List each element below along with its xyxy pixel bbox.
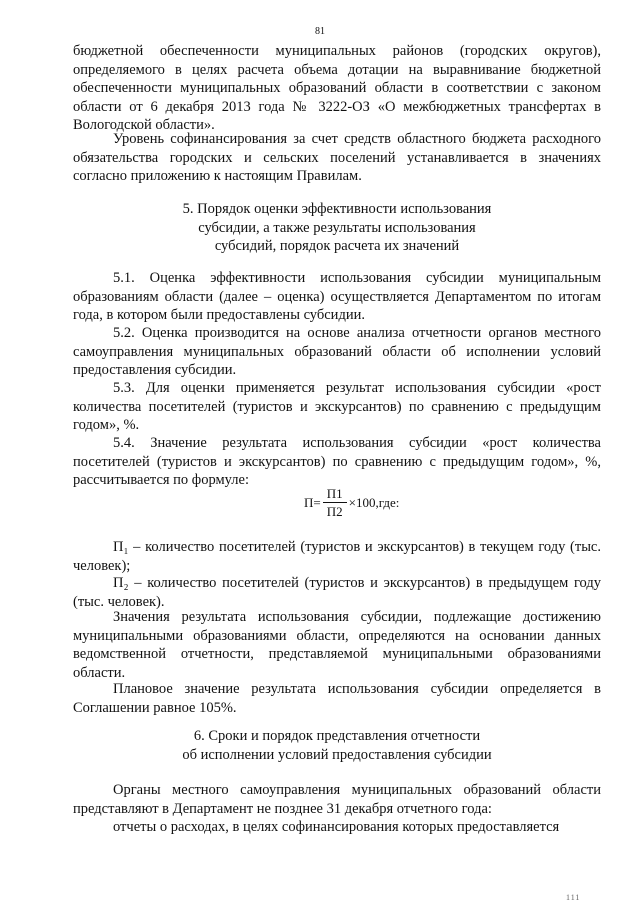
definition-p1: П₁ – количество посетителей (туристов и экскурсантов) в текущем году (тыс. человек); [73,539,601,574]
footer-mark: 111 [566,893,581,902]
cofinancing-level-paragraph: Уровень софинансирования за счет средств областного бюджета расходного обязательства городских и сельских поселений устанавливается в значениях согласно приложению к настоящим Правилам. [73,131,601,184]
section-5-heading-line: субсидий, порядок расчета их значений [214,238,460,254]
section-6-heading-line: 6. Сроки и порядок представления отчетности [193,728,481,744]
paragraph-5-2: 5.2. Оценка производится на основе анализа отчетности органов местного самоуправления муниципальных образований области об исполнении условий предоставления субсидии. [73,325,601,378]
formula-denominator: П2 [326,504,343,519]
formula-lhs: П= [304,494,321,510]
section-6-heading [73,727,601,764]
paragraph-5-3: 5.3. Для оценки применяется результат использования субсидии «рост количества посетителей (туристов и экскурсантов) по сравнению с предыдущим годом», %. [73,380,601,433]
intro-paragraph-continuation: бюджетной обеспеченности муниципальных районов (городских округов), определяемого в целях расчета объема дотации на выравнивание бюджетной обеспеченности муниципальных образований области в соответствии с законом области от 6 декабря 2013 года № 3222-ОЗ «О межбюджетных трансфертах в Вологодской области». [73,43,601,133]
section-6-heading-line: об исполнении условий предоставления субсидии [182,746,492,763]
formula-rhs: ×100,где: [348,494,400,510]
paragraph-5-1: 5.1. Оценка эффективности использования субсидии муниципальным образованиям области (далее – оценка) осуществляется Департаментом по итогам года, в котором были предоставлены субсидии. [73,270,601,323]
formula [304,486,399,519]
formula-numerator: П1 [323,486,347,503]
result-values-paragraph: Значения результата использования субсидии, подлежащие достижению муниципальными образованиями области, определяются на основании данных ведомственной отчетности, представляемой муниципальными образованиями области. [73,609,601,681]
section-5-heading [73,200,601,256]
definition-p2: П₂ – количество посетителей (туристов и экскурсантов) в предыдущем году (тыс. человек). [73,575,601,610]
paragraph-5-4: 5.4. Значение результата использования субсидии «рост количества посетителей (туристов и экскурсантов) по сравнению с предыдущим годом», %, рассчитывается по формуле: [73,435,601,488]
planned-value-paragraph: Плановое значение результата использования субсидии определяется в Соглашении равное 105%. [73,681,601,716]
section-5-heading-line: 5. Порядок оценки эффективности использования [182,201,492,217]
reporting-paragraph: Органы местного самоуправления муниципальных образований области представляют в Департамент не позднее 31 декабря отчетного года: [73,782,601,817]
formula-fraction [323,486,347,519]
expense-reports-paragraph: отчеты о расходах, в целях софинансирования которых предоставляется [113,819,560,835]
section-5-heading-line: субсидии, а также результаты использования [198,219,476,236]
page-number: 81 [315,26,325,37]
